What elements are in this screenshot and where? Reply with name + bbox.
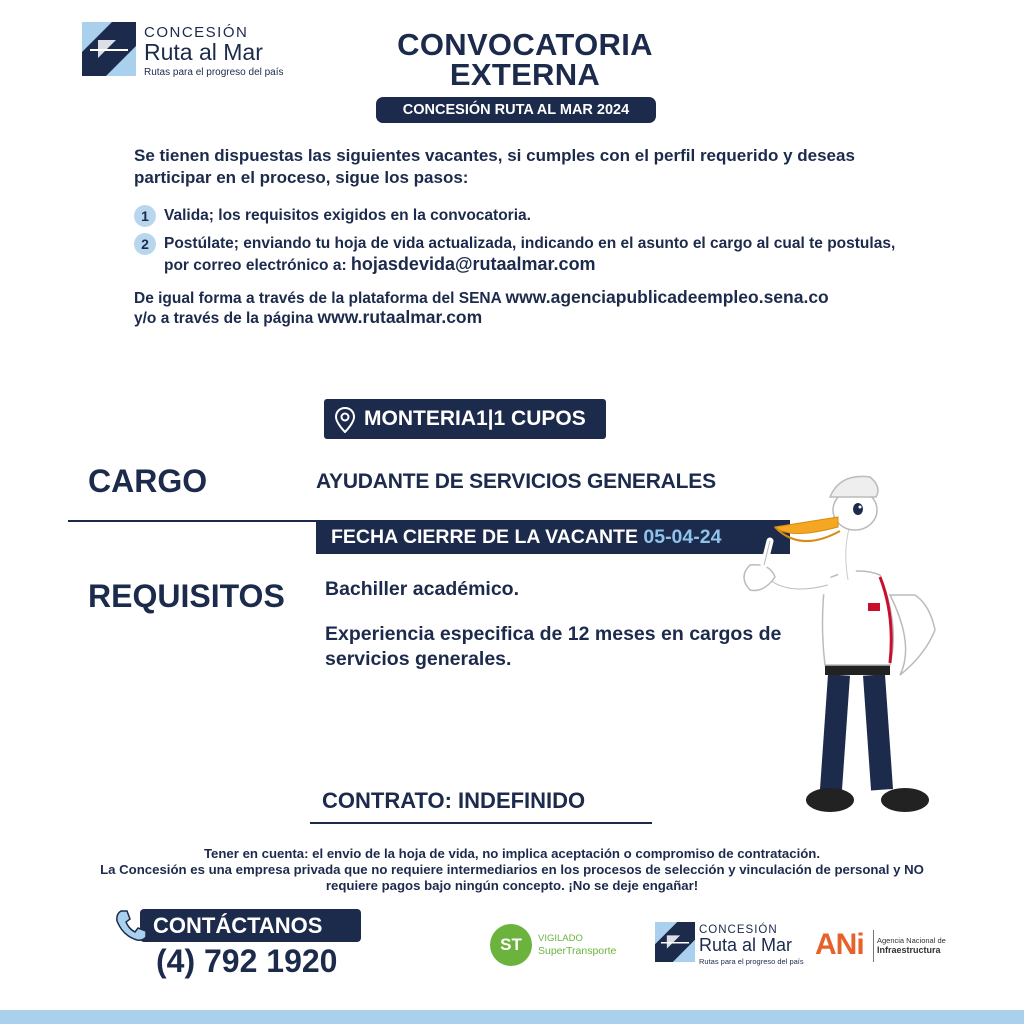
- brand-tagline: Rutas para el progreso del país: [699, 957, 804, 966]
- requisitos-heading: REQUISITOS: [88, 578, 285, 614]
- st-mark: ST: [490, 924, 532, 966]
- location-pin-icon: [334, 407, 356, 433]
- site-link[interactable]: www.rutaalmar.com: [317, 307, 483, 327]
- st-line1: VIGILADO: [538, 933, 583, 944]
- brand-line1: CONCESIÓN: [699, 924, 778, 936]
- closing-date-label: FECHA CIERRE DE LA VACANTE: [331, 526, 644, 548]
- ani-mark: ANi: [815, 928, 864, 961]
- cargo-value: AYUDANTE DE SERVICIOS GENERALES: [316, 470, 716, 493]
- brand-logo-top: [82, 22, 282, 82]
- step-number: 2: [134, 233, 156, 255]
- page-title: [340, 27, 710, 92]
- requirement-1: Bachiller académico.: [325, 578, 520, 600]
- st-line2: SuperTransporte: [538, 945, 617, 957]
- ani-logo: [815, 926, 945, 966]
- contract-underline: [310, 822, 652, 824]
- ani-line1: Agencia Nacional de: [877, 936, 946, 945]
- subtitle-badge: CONCESIÓN RUTA AL MAR 2024: [376, 97, 656, 123]
- location-label: MONTERIA1|1 CUPOS: [364, 407, 586, 430]
- platform-text: [134, 288, 934, 328]
- intro-text: Se tienen dispuestas las siguientes vacantes, si cumples con el perfil requerido y deseas participar en el proceso, sigue los pasos:: [134, 146, 855, 187]
- contract-type: CONTRATO: INDEFINIDO: [322, 788, 586, 813]
- phone-icon: [113, 907, 149, 943]
- email-link[interactable]: hojasdevida@rutaalmar.com: [350, 254, 596, 274]
- title-line2: EXTERNA: [449, 57, 601, 92]
- disclaimer: [90, 846, 934, 894]
- ani-line2: Infraestructura: [877, 945, 941, 955]
- platform-pre: De igual forma a través de la plataforma del SENA: [134, 290, 506, 307]
- divider: [68, 520, 318, 522]
- brand-logo-mark-icon: [82, 22, 136, 76]
- location-badge: [324, 399, 606, 439]
- brand-line2: Ruta al Mar: [699, 935, 793, 955]
- supertransporte-logo: [490, 924, 630, 968]
- brand-line1: CONCESIÓN: [144, 24, 249, 41]
- closing-date-value: 05-04-24: [643, 526, 722, 548]
- step-number: 1: [134, 205, 156, 227]
- step-1: [134, 205, 934, 227]
- disclaimer-line1: Tener en cuenta: el envio de la hoja de vida, no implica aceptación o compromiso de contratación.: [203, 846, 821, 861]
- closing-date-badge: [316, 520, 790, 554]
- ani-divider: [873, 930, 874, 962]
- brand-line2: Ruta al Mar: [144, 39, 263, 65]
- cargo-heading: CARGO: [88, 463, 208, 499]
- step-text: Postúlate; enviando tu hoja de vida actualizada, indicando en el asunto el cargo al cual te postulas, por correo electrónico a:: [164, 235, 896, 274]
- step-text: Valida; los requisitos exigidos en la convocatoria.: [164, 207, 531, 224]
- disclaimer-line2: La Concesión es una empresa privada que no requiere intermediarios en los procesos de selección y vinculación de personal y NO requiere pagos bajo ningún concepto. ¡No se deje engañar!: [100, 862, 924, 893]
- brand-logo-mark-icon: [655, 922, 695, 962]
- bottom-bar: [0, 1010, 1024, 1024]
- phone-number[interactable]: (4) 792 1920: [156, 943, 338, 979]
- title-line1: CONVOCATORIA: [397, 27, 653, 62]
- step-text-wrap: [164, 233, 924, 276]
- step-2: [134, 233, 934, 277]
- requirement-2: Experiencia especifica de 12 meses en cargos de servicios generales.: [325, 623, 782, 670]
- sena-link[interactable]: www.agenciapublicadeempleo.sena.co: [505, 287, 829, 307]
- contact-badge: CONTÁCTANOS: [140, 909, 361, 942]
- brand-logo-bottom: [655, 922, 805, 968]
- platform-mid: y/o a través de la página: [134, 310, 318, 327]
- brand-tagline: Rutas para el progreso del país: [144, 67, 284, 78]
- stork-mascot: [730, 465, 940, 825]
